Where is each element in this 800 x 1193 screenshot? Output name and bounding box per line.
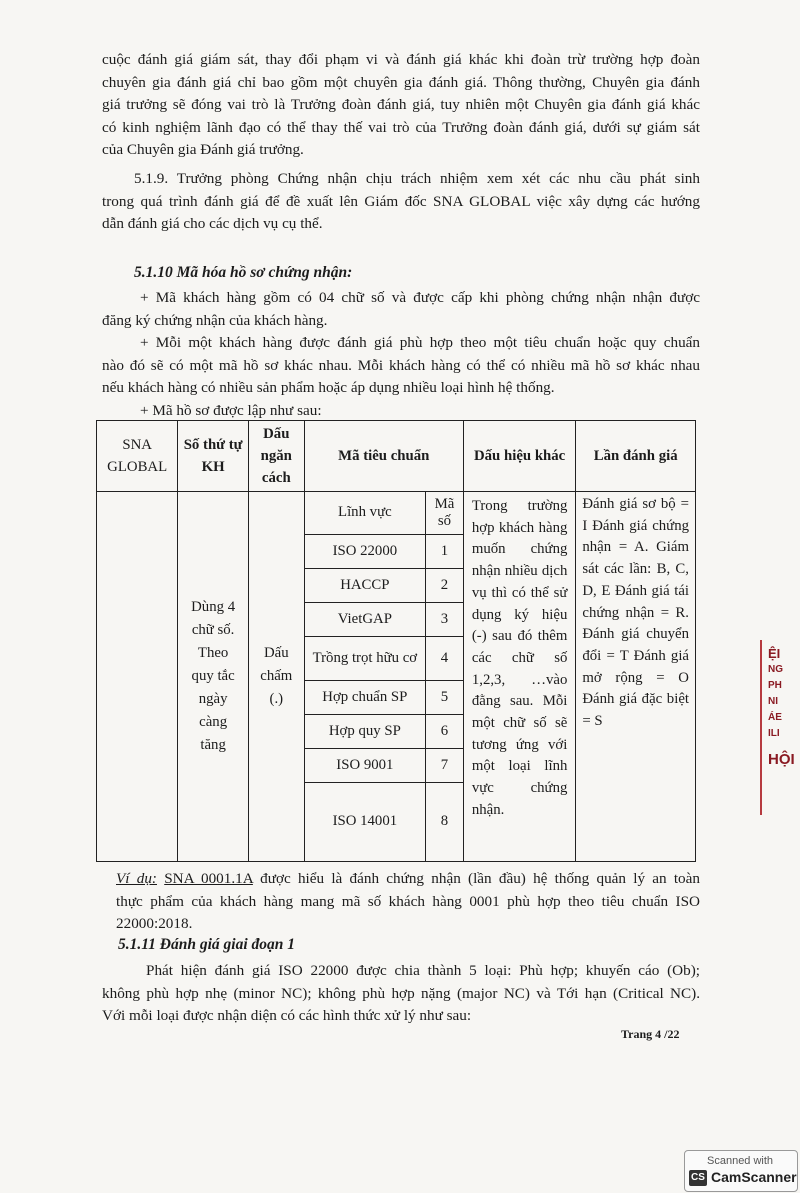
text-line: Phát hiện đánh giá ISO 22000 được chia thành 5 loại: Phù hợp; khuyến cáo (Ob); bbox=[146, 962, 700, 979]
standard-name: ISO 9001 bbox=[305, 748, 426, 782]
standard-code: 3 bbox=[426, 602, 463, 636]
section-5110-bullets bbox=[102, 287, 700, 422]
bullet-line: + Mã hồ sơ được lập như sau: bbox=[140, 401, 322, 419]
standard-name: Hợp chuẩn SP bbox=[305, 680, 426, 714]
table-header-row bbox=[97, 421, 696, 492]
stamp-fragment: ÁE bbox=[768, 712, 782, 723]
section-5111-paragraph bbox=[102, 960, 700, 1028]
page-number: Trang 4 /22 bbox=[621, 1027, 680, 1041]
standard-row bbox=[305, 782, 463, 861]
text-line: cuộc đánh giá giám sát, thay đổi phạm vi và đánh giá khác khi đoàn trừ trường hợp đoàn bbox=[102, 51, 700, 68]
text-line: trong quá trình đánh giá để đề xuất lên Giám đốc SNA GLOBAL việc xây dựng các hướng bbox=[102, 192, 700, 210]
example-code: SNA 0001.1A bbox=[164, 870, 253, 887]
section-519-paragraph bbox=[102, 168, 700, 236]
table-body-row bbox=[97, 492, 696, 862]
example-label: Ví dụ: bbox=[116, 870, 157, 887]
standard-row bbox=[305, 534, 463, 568]
header-lan-danh-gia: Lần đánh giá bbox=[576, 421, 696, 492]
camscanner-logo-icon: CS bbox=[689, 1170, 707, 1186]
standard-row bbox=[305, 636, 463, 680]
header-so-thu-tu: Số thứ tự KH bbox=[178, 421, 249, 492]
text-line: Với mỗi loại được nhận diện có các hình thức xử lý như sau: bbox=[102, 1007, 472, 1024]
camscanner-brand: CamScanner bbox=[711, 1169, 797, 1185]
heading-5111: 5.1.11 Đánh giá giai đoạn 1 bbox=[118, 936, 295, 953]
header-dau-hieu-khac: Dấu hiệu khác bbox=[463, 421, 576, 492]
standard-row bbox=[305, 748, 463, 782]
standard-row bbox=[305, 680, 463, 714]
text-line: giá trưởng sẽ đóng vai trò là Trưởng đoàn đánh giá, tuy nhiên một Chuyên gia đánh giá khác bbox=[102, 96, 700, 113]
standard-name: HACCP bbox=[305, 568, 426, 602]
standard-name: ISO 22000 bbox=[305, 534, 426, 568]
cell-ma-tieu-chuan bbox=[304, 492, 463, 862]
text-line: dẫn đánh giá cho các dịch vụ cụ thể. bbox=[102, 215, 323, 232]
record-code-table bbox=[96, 420, 696, 862]
stamp-fragment: NG bbox=[768, 664, 783, 675]
bullet-line: đăng ký chứng nhận của khách hàng. bbox=[102, 311, 328, 329]
scanned-with-text: Scanned with bbox=[707, 1155, 774, 1167]
bullet-line: + Mỗi một khách hàng được đánh giá phù hợp theo một tiêu chuẩn hoặc quy chuẩn bbox=[140, 334, 700, 351]
stamp-fragment: ỆI bbox=[768, 646, 781, 661]
standard-code: 6 bbox=[426, 714, 463, 748]
standard-code: 8 bbox=[426, 782, 463, 861]
cell-dau-ngan-cach: Dấu chấm (.) bbox=[248, 492, 304, 862]
standard-code: 4 bbox=[426, 636, 463, 680]
side-stamp-strip bbox=[758, 640, 800, 820]
stamp-border bbox=[760, 640, 762, 815]
standard-row bbox=[305, 714, 463, 748]
example-line: 22000:2018. bbox=[116, 915, 193, 932]
example-paragraph bbox=[102, 868, 700, 936]
standard-code: 5 bbox=[426, 680, 463, 714]
bullet-line: nếu khách hàng có nhiều sản phẩm hoặc áp dụng nhiều loại hình hệ thống. bbox=[102, 379, 555, 396]
example-line: thực phẩm của khách hàng mang mã số khách hàng 0001 phù hợp theo tiêu chuẩn ISO bbox=[116, 892, 700, 910]
standard-row bbox=[305, 568, 463, 602]
stamp-fragment: PH bbox=[768, 680, 782, 691]
cell-dau-hieu-khac: Trong trường hợp khách hàng muốn chứng nhận nhiều dịch vụ thì có thể sử dụng ký hiệu (-) sau đó thêm các chữ số 1,2,3, …vào đằng sau. Mỗi một chữ số sẽ tương ứng với một loại lĩnh vực chứng nhận. bbox=[463, 492, 576, 862]
standard-code: 7 bbox=[426, 748, 463, 782]
stamp-text bbox=[768, 646, 795, 768]
standard-code: 1 bbox=[426, 534, 463, 568]
header-dau-ngan-cach: Dấu ngăn cách bbox=[248, 421, 304, 492]
text-line: có kinh nghiệm lãnh đạo có thể thay thế vai trò của Trưởng đoàn đánh giá, dưới sự giám sát bbox=[102, 118, 700, 136]
inner-header-code: Mã số bbox=[426, 492, 463, 534]
cell-so-thu-tu: Dùng 4 chữ số. Theo quy tắc ngày càng tăng bbox=[178, 492, 249, 862]
stamp-fragment: NI bbox=[768, 696, 778, 707]
bullet-line: nào đó sẽ có một mã hồ sơ khác nhau. Mỗi khách hàng có thể có nhiều mã hồ sơ khác nhau bbox=[102, 356, 700, 374]
stamp-fragment: HỘI bbox=[768, 751, 795, 768]
header-sna-global: SNA GLOBAL bbox=[97, 421, 178, 492]
standard-name: Hợp quy SP bbox=[305, 714, 426, 748]
standard-row bbox=[305, 602, 463, 636]
camscanner-watermark bbox=[684, 1150, 798, 1192]
text-line: chuyên gia đánh giá chỉ bao gồm một chuyên gia đánh giá. Thông thường, Chuyên gia đánh bbox=[102, 73, 700, 91]
inner-header-row bbox=[305, 492, 463, 534]
text-line: của Chuyên gia Đánh giá trưởng. bbox=[102, 141, 304, 158]
bullet-line: + Mã khách hàng gồm có 04 chữ số và được cấp khi phòng chứng nhận nhận được bbox=[140, 289, 700, 306]
standard-name: ISO 14001 bbox=[305, 782, 426, 861]
stamp-fragment: ILI bbox=[768, 728, 780, 739]
inner-header-field: Lĩnh vực bbox=[305, 492, 426, 534]
text-line: 5.1.9. Trưởng phòng Chứng nhận chịu trách nhiệm xem xét các nhu cầu phát sinh bbox=[134, 170, 700, 187]
header-ma-tieu-chuan: Mã tiêu chuẩn bbox=[304, 421, 463, 492]
standard-name: VietGAP bbox=[305, 602, 426, 636]
standard-name: Trồng trọt hữu cơ bbox=[305, 636, 426, 680]
cell-sna-global-empty bbox=[97, 492, 178, 862]
standards-inner-table bbox=[305, 492, 463, 861]
cell-lan-danh-gia: Đánh giá sơ bộ = I Đánh giá chứng nhận = A. Giám sát các lần: B, C, D, E Đánh giá tái chứng nhận = R. Đánh giá chuyển đổi = T Đánh giá mở rộng = O Đánh giá đặc biệt = S bbox=[576, 492, 696, 862]
heading-5110: 5.1.10 Mã hóa hồ sơ chứng nhận: bbox=[134, 264, 353, 281]
standard-code: 2 bbox=[426, 568, 463, 602]
example-line bbox=[102, 868, 700, 891]
intro-paragraph bbox=[102, 49, 700, 162]
text-line: không phù hợp nhẹ (minor NC); không phù hợp nặng (major NC) và Tới hạn (Critical NC). bbox=[102, 984, 700, 1002]
example-rest: được hiểu là đánh chứng nhận (lần đầu) hệ thống quản lý an toàn bbox=[252, 870, 700, 887]
